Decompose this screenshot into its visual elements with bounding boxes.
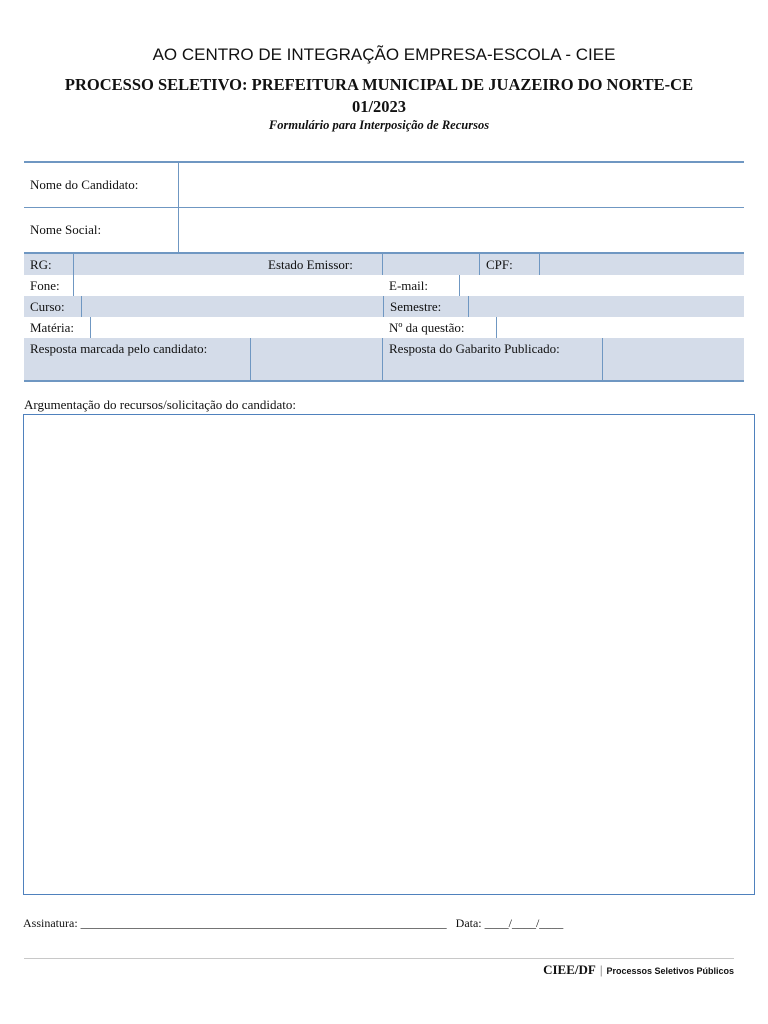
num-questao-label: Nº da questão: (383, 317, 497, 338)
footer-divider (24, 958, 734, 959)
footer-separator: | (599, 962, 603, 977)
curso-label: Curso: (24, 296, 82, 317)
materia-field[interactable] (91, 317, 383, 338)
signature-line (23, 916, 563, 931)
cpf-field[interactable] (540, 254, 744, 275)
email-label: E-mail: (383, 275, 460, 296)
resposta-gabarito-label: Resposta do Gabarito Publicado: (383, 338, 603, 380)
footer (543, 962, 734, 978)
cpf-label: CPF: (480, 254, 540, 275)
nome-social-field[interactable] (179, 208, 744, 252)
footer-org: CIEE/DF (543, 962, 596, 977)
row-nome-social (24, 208, 744, 253)
header-title: AO CENTRO DE INTEGRAÇÃO EMPRESA-ESCOLA - CIEE (152, 45, 616, 64)
row-fone (24, 275, 744, 296)
nome-candidato-label: Nome do Candidato: (24, 163, 179, 207)
nome-social-label: Nome Social: (24, 208, 179, 252)
email-field[interactable] (460, 275, 744, 296)
row-nome-candidato (24, 163, 744, 208)
header-process-line: PROCESSO SELETIVO: PREFEITURA MUNICIPAL DE JUAZEIRO DO NORTE-CE (64, 75, 694, 94)
assinatura-field[interactable]: Assinatura: _____________________________________________________________ (23, 916, 447, 930)
fone-field[interactable] (74, 275, 383, 296)
header-process (0, 74, 758, 118)
rg-label: RG: (24, 254, 74, 275)
estado-emissor-field[interactable] (383, 254, 480, 275)
data-field[interactable]: Data: ____/____/____ (455, 916, 564, 930)
footer-text: Processos Seletivos Públicos (606, 966, 734, 976)
argumentacao-label: Argumentação do recursos/solicitação do candidato: (24, 397, 296, 412)
header-process-number: 01/2023 (351, 97, 407, 116)
curso-field[interactable] (82, 296, 383, 317)
form-subtitle: Formulário para Interposição de Recursos (268, 118, 490, 132)
fone-label: Fone: (24, 275, 74, 296)
estado-emissor-label: Estado Emissor: (262, 254, 383, 275)
row-materia (24, 317, 744, 338)
num-questao-field[interactable] (497, 317, 744, 338)
resposta-gabarito-field[interactable] (603, 338, 744, 380)
argumentacao-textarea[interactable] (23, 414, 755, 895)
resposta-candidato-label: Resposta marcada pelo candidato: (24, 338, 251, 380)
nome-candidato-field[interactable] (179, 163, 744, 207)
resposta-candidato-field[interactable] (251, 338, 383, 380)
rg-field[interactable] (74, 254, 262, 275)
row-rg (24, 253, 744, 275)
candidate-form (24, 161, 744, 382)
row-respostas (24, 338, 744, 380)
materia-label: Matéria: (24, 317, 91, 338)
row-curso (24, 296, 744, 317)
semestre-field[interactable] (469, 296, 744, 317)
semestre-label: Semestre: (383, 296, 469, 317)
